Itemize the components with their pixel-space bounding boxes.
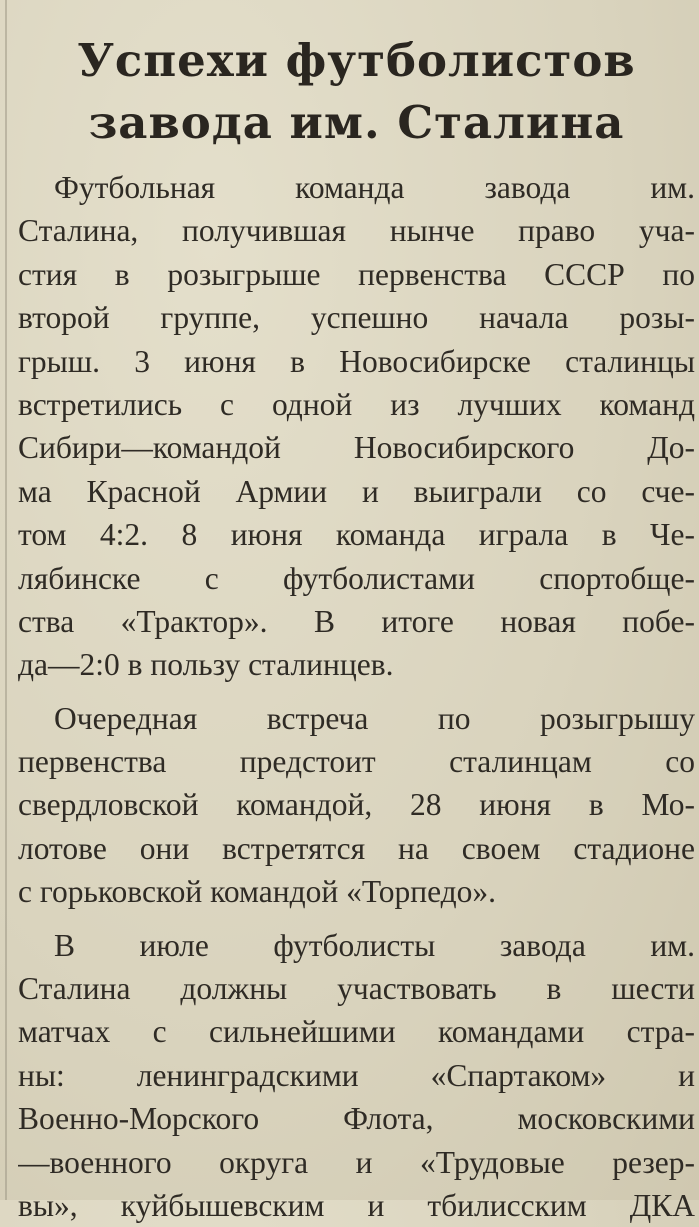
text-line: матчах с сильнейшими командами стра- bbox=[18, 1014, 695, 1050]
text-line: —военного округа и «Трудовые резер- bbox=[18, 1144, 695, 1180]
text-line: свердловской командой, 28 июня в Мо- bbox=[18, 787, 695, 823]
text-line: да—2:0 в пользу сталинцев. bbox=[18, 647, 394, 683]
text-line: том 4:2. 8 июня команда играла в Че- bbox=[18, 517, 695, 553]
article-body bbox=[18, 166, 695, 1227]
text-line: лябинске с футболистами спортобще- bbox=[18, 560, 695, 596]
text-line: стия в розыгрыше первенства СССР по bbox=[18, 256, 695, 292]
paragraph-2 bbox=[18, 697, 695, 914]
text-line: лотове они встретятся на своем стадионе bbox=[18, 830, 695, 866]
text-line: Военно-Морского Флота, московскими bbox=[18, 1101, 695, 1137]
text-line: Футбольная команда завода им. bbox=[54, 170, 695, 205]
text-line: ства «Трактор». В итоге новая побе- bbox=[18, 603, 695, 639]
text-line: ма Красной Армии и выиграли со сче- bbox=[18, 473, 695, 509]
text-line: В июле футболисты завода им. bbox=[54, 927, 695, 963]
text-line: Сталина, получившая нынче право уча- bbox=[18, 213, 695, 249]
text-line: ны: ленинградскими «Спартаком» и bbox=[18, 1057, 695, 1093]
headline-line: Успехи футболистов bbox=[77, 34, 636, 87]
text-line: встретились с одной из лучших команд bbox=[18, 386, 695, 422]
text-line: вы», куйбышевским и тбилисским ДКА bbox=[18, 1187, 695, 1223]
text-line: Сибири—командой Новосибирского До- bbox=[18, 430, 695, 466]
text-line: грыш. 3 июня в Новосибирске сталинцы bbox=[18, 343, 695, 379]
paragraph-3 bbox=[18, 924, 695, 1227]
headline-line: завода им. Сталина bbox=[88, 96, 625, 149]
text-line: с горьковской командой «Торпедо». bbox=[18, 874, 497, 910]
paragraph-1 bbox=[18, 166, 695, 687]
article-headline bbox=[18, 30, 695, 154]
text-line: первенства предстоит сталинцам со bbox=[18, 744, 695, 780]
text-line: Сталина должны участвовать в шести bbox=[18, 971, 695, 1007]
text-line: второй группе, успешно начала розы- bbox=[18, 300, 695, 336]
text-line: Очередная встреча по розыгрышу bbox=[54, 700, 695, 736]
